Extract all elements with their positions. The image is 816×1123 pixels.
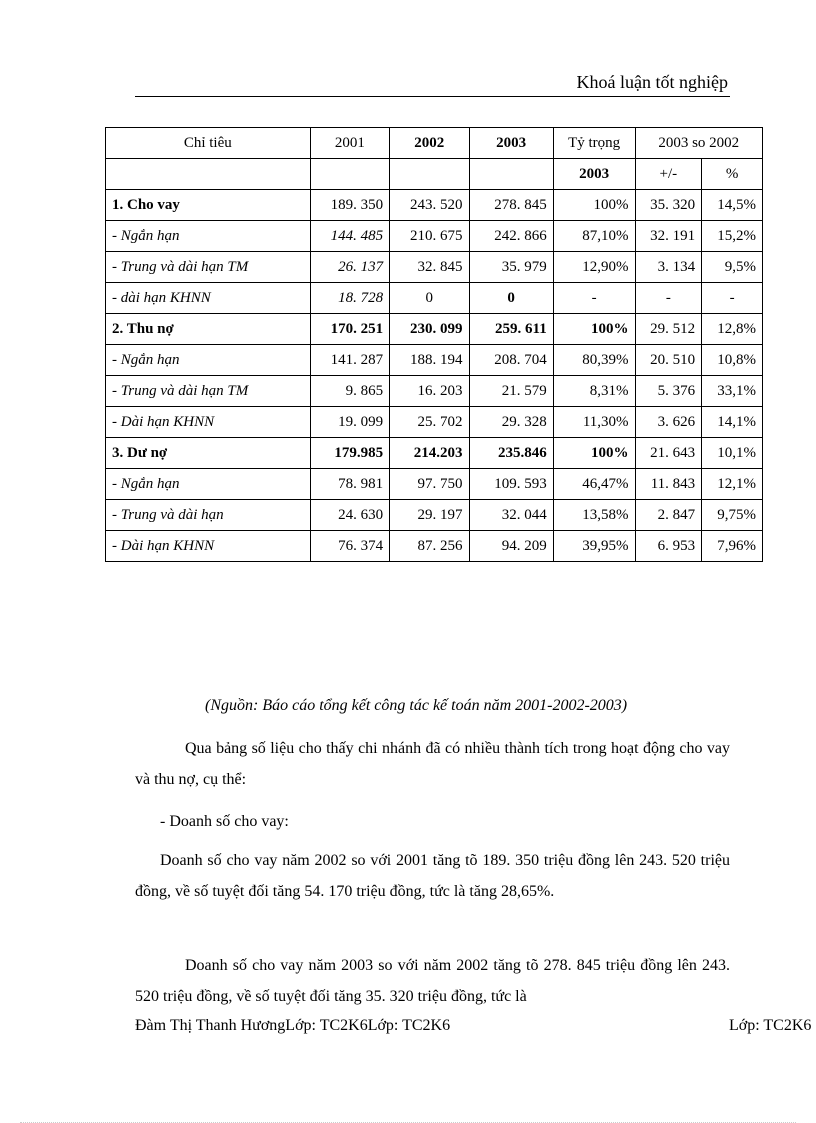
source-note: (Nguồn: Báo cáo tổng kết công tác kế toán năm 2001-2002-2003): [205, 697, 628, 714]
cell-2001: 189. 350: [310, 190, 389, 221]
cell-diff: 20. 510: [635, 345, 702, 376]
cell-2001: 26. 137: [310, 252, 389, 283]
cell-2001: 78. 981: [310, 469, 389, 500]
cell-2002: 16. 203: [390, 376, 469, 407]
cell-diff: 6. 953: [635, 531, 702, 562]
cell-diff: 3. 134: [635, 252, 702, 283]
cell-diff: 5. 376: [635, 376, 702, 407]
cell-2002: 243. 520: [390, 190, 469, 221]
cell-share: 100%: [553, 190, 635, 221]
header-share-year: 2003: [553, 159, 635, 190]
row-label: 3. Dư nợ: [106, 438, 311, 469]
row-label: - dài hạn KHNN: [106, 283, 311, 314]
cell-2003: 109. 593: [469, 469, 553, 500]
cell-pct: 9,75%: [702, 500, 763, 531]
cell-diff: 29. 512: [635, 314, 702, 345]
header-diff: +/-: [635, 159, 702, 190]
cell-share: 13,58%: [553, 500, 635, 531]
paragraph-subheading: - Doanh số cho vay:: [160, 813, 289, 830]
table-subheader-row: [106, 159, 763, 190]
cell-2002: 188. 194: [390, 345, 469, 376]
cell-share: 80,39%: [553, 345, 635, 376]
cell-2003: 29. 328: [469, 407, 553, 438]
header-title: Khoá luận tốt nghiệp: [576, 72, 728, 92]
row-label: - Ngắn hạn: [106, 345, 311, 376]
cell-diff: 3. 626: [635, 407, 702, 438]
table-row: [106, 500, 763, 531]
header-2002: 2002: [390, 128, 469, 159]
cell-pct: 14,5%: [702, 190, 763, 221]
row-label: - Trung và dài hạn TM: [106, 376, 311, 407]
footer-author: Đàm Thị Thanh HươngLớp: TC2K6Lớp: TC2K6: [135, 1017, 451, 1034]
cell-2002: 0: [390, 283, 469, 314]
row-label: - Ngắn hạn: [106, 469, 311, 500]
cell-share: 8,31%: [553, 376, 635, 407]
row-label: - Dài hạn KHNN: [106, 407, 311, 438]
cell-pct: 7,96%: [702, 531, 763, 562]
table-row: [106, 221, 763, 252]
header-indicator: Chỉ tiêu: [106, 128, 311, 159]
cell-share: 12,90%: [553, 252, 635, 283]
paragraph-intro: Qua bảng số liệu cho thấy chi nhánh đã có nhiều thành tích trong hoạt động cho vay và thu nợ, cụ thể:: [135, 740, 730, 788]
cell-share: -: [553, 283, 635, 314]
table-row: [106, 314, 763, 345]
cell-pct: -: [702, 283, 763, 314]
cell-2003: 242. 866: [469, 221, 553, 252]
page-header: [135, 70, 730, 97]
cell-2001: 170. 251: [310, 314, 389, 345]
cell-share: 100%: [553, 314, 635, 345]
paragraph-body-2: Doanh số cho vay năm 2003 so với năm 2002 tăng tõ 278. 845 triệu đồng lên 243. 520 triệu đồng, về số tuyệt đối tăng 35. 320 triệu đồng, tức là: [135, 957, 730, 1005]
cell-diff: 35. 320: [635, 190, 702, 221]
cell-2003: 278. 845: [469, 190, 553, 221]
cell-2001: 9. 865: [310, 376, 389, 407]
row-label: 2. Thu nợ: [106, 314, 311, 345]
cell-2002: 214.203: [390, 438, 469, 469]
cell-2003: 0: [469, 283, 553, 314]
cell-2001: 76. 374: [310, 531, 389, 562]
cell-pct: 12,1%: [702, 469, 763, 500]
cell-share: 46,47%: [553, 469, 635, 500]
row-label: - Trung và dài hạn TM: [106, 252, 311, 283]
cell-2002: 29. 197: [390, 500, 469, 531]
row-label: - Trung và dài hạn: [106, 500, 311, 531]
cell-2001: 24. 630: [310, 500, 389, 531]
cell-2002: 32. 845: [390, 252, 469, 283]
table-row: [106, 345, 763, 376]
table-header-row: [106, 128, 763, 159]
cell-pct: 15,2%: [702, 221, 763, 252]
cell-2002: 210. 675: [390, 221, 469, 252]
cell-2003: 35. 979: [469, 252, 553, 283]
header-2001: 2001: [310, 128, 389, 159]
cell-2001: 144. 485: [310, 221, 389, 252]
cell-diff: 32. 191: [635, 221, 702, 252]
cell-2003: 208. 704: [469, 345, 553, 376]
cell-pct: 12,8%: [702, 314, 763, 345]
cell-2001: 141. 287: [310, 345, 389, 376]
cell-pct: 9,5%: [702, 252, 763, 283]
header-pct: %: [702, 159, 763, 190]
table-row: [106, 376, 763, 407]
credit-table: [105, 127, 763, 562]
table-row: [106, 469, 763, 500]
header-share: Tỷ trọng: [553, 128, 635, 159]
cell-2003: 259. 611: [469, 314, 553, 345]
cell-2001: 19. 099: [310, 407, 389, 438]
table-row: [106, 252, 763, 283]
footer-class: Lớp: TC2K6: [729, 1017, 812, 1034]
table-row: [106, 438, 763, 469]
cell-2001: 18. 728: [310, 283, 389, 314]
table-row: [106, 407, 763, 438]
cell-diff: -: [635, 283, 702, 314]
cell-2002: 87. 256: [390, 531, 469, 562]
cell-2003: 235.846: [469, 438, 553, 469]
cell-2001: 179.985: [310, 438, 389, 469]
paragraph-body-1: Doanh số cho vay năm 2002 so với 2001 tăng tõ 189. 350 triệu đồng lên 243. 520 triệu đồng, về số tuyệt đối tăng 54. 170 triệu đồng, tức là tăng 28,65%.: [135, 852, 730, 900]
cell-share: 11,30%: [553, 407, 635, 438]
table-row: [106, 283, 763, 314]
cell-2003: 32. 044: [469, 500, 553, 531]
table-row: [106, 531, 763, 562]
cell-share: 39,95%: [553, 531, 635, 562]
cell-2003: 21. 579: [469, 376, 553, 407]
cell-diff: 2. 847: [635, 500, 702, 531]
cell-2002: 97. 750: [390, 469, 469, 500]
table-row: [106, 190, 763, 221]
cell-diff: 21. 643: [635, 438, 702, 469]
cell-pct: 10,1%: [702, 438, 763, 469]
cell-share: 87,10%: [553, 221, 635, 252]
row-label: - Dài hạn KHNN: [106, 531, 311, 562]
row-label: - Ngắn hạn: [106, 221, 311, 252]
cell-2003: 94. 209: [469, 531, 553, 562]
cell-2002: 230. 099: [390, 314, 469, 345]
header-2003: 2003: [469, 128, 553, 159]
cell-share: 100%: [553, 438, 635, 469]
row-label: 1. Cho vay: [106, 190, 311, 221]
cell-pct: 10,8%: [702, 345, 763, 376]
cell-2002: 25. 702: [390, 407, 469, 438]
cell-diff: 11. 843: [635, 469, 702, 500]
cell-pct: 33,1%: [702, 376, 763, 407]
cell-pct: 14,1%: [702, 407, 763, 438]
header-compare: 2003 so 2002: [635, 128, 762, 159]
